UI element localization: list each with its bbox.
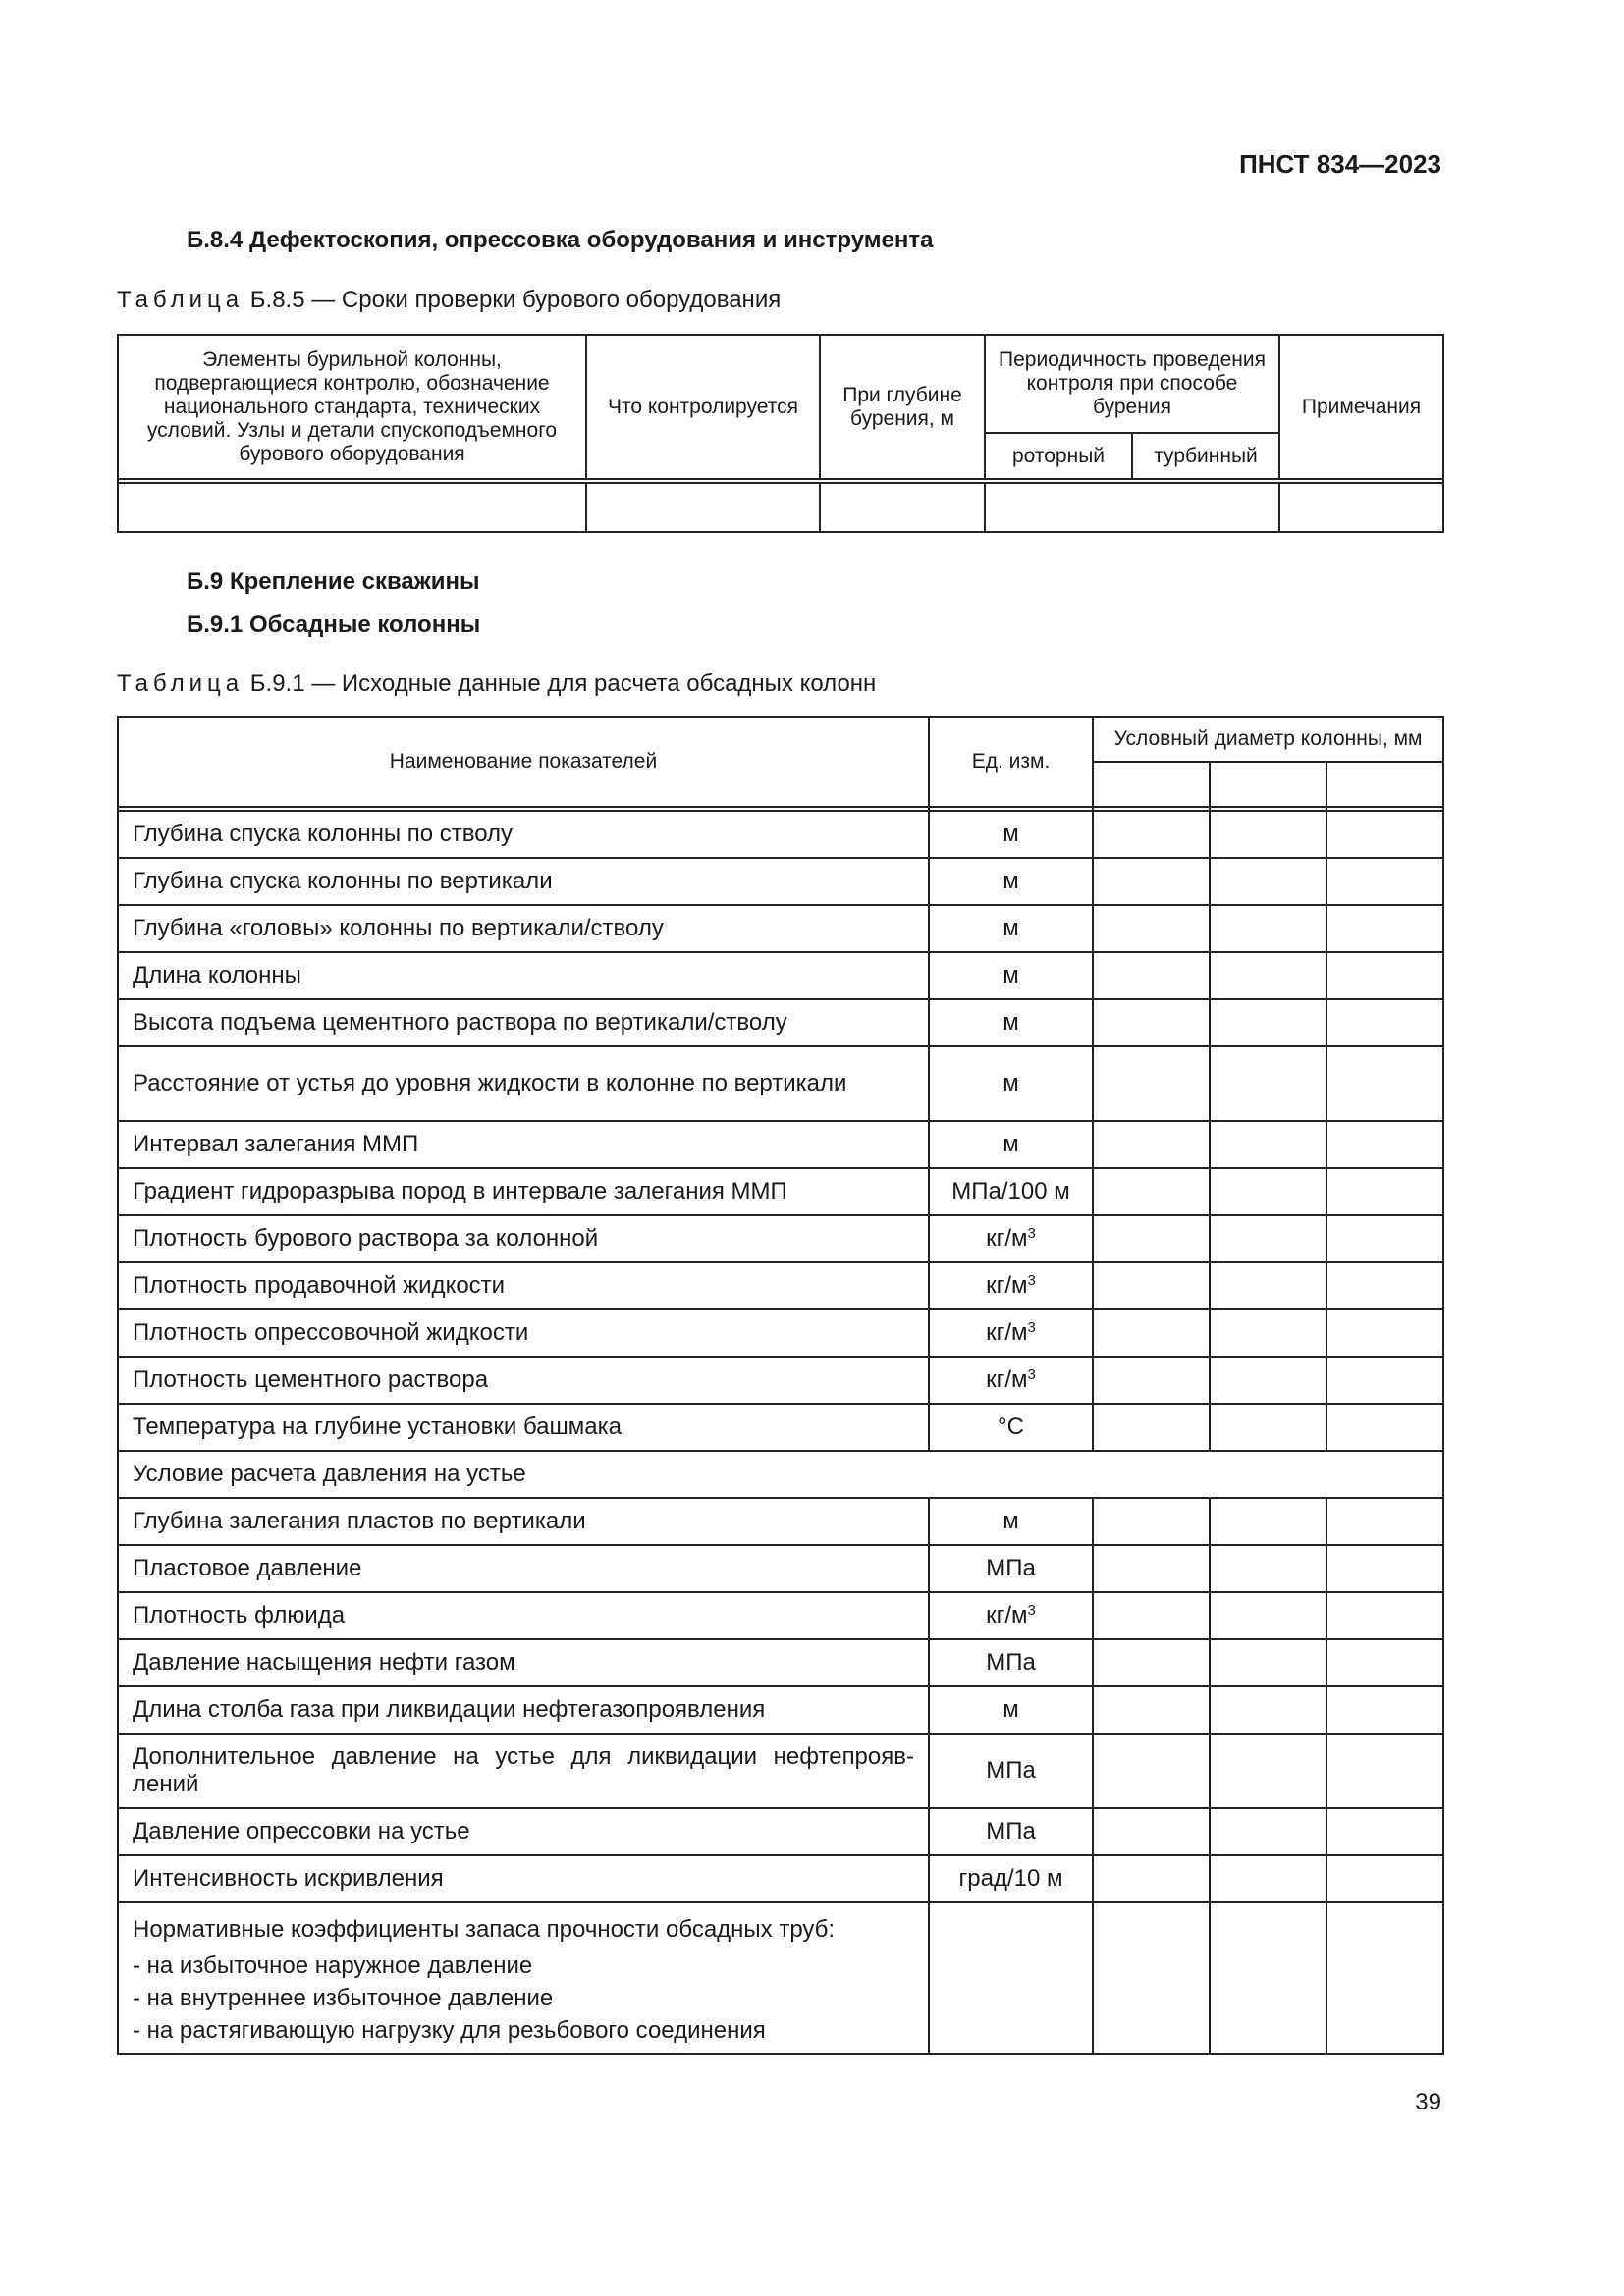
diameter-value-cell xyxy=(1326,999,1443,1046)
diameter-value-cell xyxy=(1326,1357,1443,1404)
diameter-value-cell xyxy=(1093,1592,1210,1639)
diameter-value-cell xyxy=(1210,1902,1326,2054)
table-row xyxy=(118,1404,1443,1451)
row-unit xyxy=(929,1545,1093,1592)
diameter-value-cell xyxy=(1093,1734,1210,1808)
unit-text: кг/м xyxy=(986,1225,1028,1252)
row-unit xyxy=(929,1046,1093,1121)
header-rotary: роторный xyxy=(985,433,1132,479)
diameter-value-cell xyxy=(1210,1309,1326,1357)
caption-prefix: Таблица xyxy=(117,287,244,313)
row-unit xyxy=(929,999,1093,1046)
diameter-value-cell xyxy=(1093,1357,1210,1404)
table-row xyxy=(118,1639,1443,1686)
header-diameter: Условный диаметр колонны, мм xyxy=(1093,717,1443,762)
header-notes: Примечания xyxy=(1279,335,1443,479)
table-caption-b91 xyxy=(117,670,876,698)
unit-text: м xyxy=(1002,1009,1019,1036)
row-unit xyxy=(929,1592,1093,1639)
row-name: Глубина спуска колонны по стволу xyxy=(118,811,929,858)
row-name: Расстояние от устья до уровня жидкости в колонне по вертикали xyxy=(118,1046,929,1121)
diameter-value-cell xyxy=(1210,1121,1326,1168)
unit-superscript: 3 xyxy=(1027,1272,1036,1289)
table-b91 xyxy=(117,716,1444,2055)
unit-superscript: 3 xyxy=(1027,1602,1036,1619)
table-row xyxy=(118,1855,1443,1902)
diameter-value-cell xyxy=(1093,858,1210,905)
row-name: Условие расчета давления на устье xyxy=(118,1451,1443,1498)
row-unit xyxy=(929,1902,1093,2054)
table-row xyxy=(118,1545,1443,1592)
unit-text: м xyxy=(1002,962,1019,988)
row-name: Длина колонны xyxy=(118,952,929,999)
section-heading-b9: Б.9 Крепление скважины xyxy=(187,568,480,595)
unit-text: м xyxy=(1002,915,1019,941)
row-name: Плотность бурового раствора за колонной xyxy=(118,1215,929,1262)
table-row xyxy=(118,1734,1443,1808)
header-periodicity: Периодичность проведения контроля при способе бурения xyxy=(985,335,1279,433)
header-elements: Элементы бурильной колонны, подвергающиеся контролю, обозначение национального стандарта, технических условий. Узлы и детали спускоподъемного бурового оборудования xyxy=(118,335,586,479)
table-row xyxy=(118,905,1443,952)
row-unit xyxy=(929,905,1093,952)
row-subitem: - на избыточное наружное давление xyxy=(133,1952,533,1979)
table-row xyxy=(118,1309,1443,1357)
table-row xyxy=(118,1121,1443,1168)
row-name: Интенсивность искривления xyxy=(118,1855,929,1902)
diameter-value-cell xyxy=(1210,999,1326,1046)
diameter-value-cell xyxy=(1093,1262,1210,1309)
unit-text: МПа xyxy=(986,1818,1036,1844)
unit-superscript: 3 xyxy=(1027,1225,1036,1242)
row-unit xyxy=(929,1686,1093,1734)
table-cell xyxy=(820,483,985,532)
unit-text: МПа xyxy=(986,1757,1036,1784)
row-name: Интервал залегания ММП xyxy=(118,1121,929,1168)
diameter-value-cell xyxy=(1093,1545,1210,1592)
row-unit xyxy=(929,1121,1093,1168)
diameter-value-cell xyxy=(1093,999,1210,1046)
diameter-value-cell xyxy=(1093,1639,1210,1686)
diameter-value-cell xyxy=(1093,905,1210,952)
diameter-value-cell xyxy=(1326,1639,1443,1686)
unit-superscript: 3 xyxy=(1027,1366,1036,1383)
table-row xyxy=(118,952,1443,999)
table-row xyxy=(118,1592,1443,1639)
unit-text: МПа xyxy=(986,1555,1036,1581)
row-unit xyxy=(929,811,1093,858)
row-title: Нормативные коэффициенты запаса прочности обсадных труб: xyxy=(133,1916,836,1943)
diameter-value-cell xyxy=(1326,1262,1443,1309)
row-name: Плотность флюида xyxy=(118,1592,929,1639)
table-row xyxy=(118,1498,1443,1545)
row-unit xyxy=(929,1808,1093,1855)
diameter-value-cell xyxy=(1210,1686,1326,1734)
row-unit xyxy=(929,1639,1093,1686)
header-name: Наименование показателей xyxy=(118,717,929,807)
diameter-value-cell xyxy=(1210,1855,1326,1902)
row-unit xyxy=(929,1309,1093,1357)
unit-text: м xyxy=(1002,1070,1019,1096)
caption-text: Б.9.1 — Исходные данные для расчета обсадных колонн xyxy=(249,670,877,697)
row-name xyxy=(118,1902,929,2054)
row-unit xyxy=(929,1262,1093,1309)
diameter-value-cell xyxy=(1093,1168,1210,1215)
table-row xyxy=(118,811,1443,858)
diameter-value-cell xyxy=(1210,952,1326,999)
diameter-value-cell xyxy=(1210,1639,1326,1686)
header-diameter-1 xyxy=(1093,762,1210,807)
diameter-value-cell xyxy=(1326,1545,1443,1592)
table-cell xyxy=(1279,483,1443,532)
row-name: Давление опрессовки на устье xyxy=(118,1808,929,1855)
row-name: Глубина залегания пластов по вертикали xyxy=(118,1498,929,1545)
diameter-value-cell xyxy=(1326,1046,1443,1121)
row-name: Пластовое давление xyxy=(118,1545,929,1592)
diameter-value-cell xyxy=(1326,1215,1443,1262)
diameter-value-cell xyxy=(1210,858,1326,905)
row-name: Градиент гидроразрыва пород в интервале залегания ММП xyxy=(118,1168,929,1215)
row-name: Высота подъема цементного раствора по вертикали/стволу xyxy=(118,999,929,1046)
diameter-value-cell xyxy=(1093,1309,1210,1357)
diameter-value-cell xyxy=(1326,1855,1443,1902)
diameter-value-cell xyxy=(1210,1262,1326,1309)
unit-superscript: 3 xyxy=(1027,1319,1036,1336)
diameter-value-cell xyxy=(1210,1215,1326,1262)
row-unit xyxy=(929,1357,1093,1404)
table-row xyxy=(118,483,1443,532)
row-name: Глубина спуска колонны по вертикали xyxy=(118,858,929,905)
row-name: Дополнительное давление на устье для ликвидации нефтепрояв-лений xyxy=(118,1734,929,1808)
row-name: Давление насыщения нефти газом xyxy=(118,1639,929,1686)
table-row xyxy=(118,858,1443,905)
row-unit xyxy=(929,952,1093,999)
unit-text: м xyxy=(1002,821,1019,847)
diameter-value-cell xyxy=(1326,952,1443,999)
diameter-value-cell xyxy=(1326,1309,1443,1357)
diameter-value-cell xyxy=(1326,1902,1443,2054)
diameter-value-cell xyxy=(1326,905,1443,952)
caption-prefix: Таблица xyxy=(117,670,244,697)
row-subitem: - на внутреннее избыточное давление xyxy=(133,1985,554,2011)
unit-text: МПа/100 м xyxy=(951,1178,1070,1204)
row-unit xyxy=(929,1215,1093,1262)
diameter-value-cell xyxy=(1093,1215,1210,1262)
unit-text: МПа xyxy=(986,1649,1036,1676)
diameter-value-cell xyxy=(1210,1734,1326,1808)
unit-text: кг/м xyxy=(986,1602,1028,1629)
diameter-value-cell xyxy=(1326,1168,1443,1215)
table-row xyxy=(118,1808,1443,1855)
section-heading-b91: Б.9.1 Обсадные колонны xyxy=(187,612,481,638)
row-unit xyxy=(929,1168,1093,1215)
table-cell xyxy=(586,483,820,532)
unit-text: кг/м xyxy=(986,1319,1028,1346)
unit-text: м xyxy=(1002,1131,1019,1157)
unit-text: кг/м xyxy=(986,1366,1028,1393)
diameter-value-cell xyxy=(1093,1902,1210,2054)
table-cell xyxy=(118,483,586,532)
diameter-value-cell xyxy=(1326,1734,1443,1808)
unit-text: °С xyxy=(998,1414,1024,1440)
table-row xyxy=(118,1046,1443,1121)
diameter-value-cell xyxy=(1093,1404,1210,1451)
diameter-value-cell xyxy=(1210,905,1326,952)
table-row xyxy=(118,999,1443,1046)
row-name: Глубина «головы» колонны по вертикали/стволу xyxy=(118,905,929,952)
diameter-value-cell xyxy=(1326,1121,1443,1168)
diameter-value-cell xyxy=(1093,1686,1210,1734)
diameter-value-cell xyxy=(1326,1498,1443,1545)
row-name: Плотность цементного раствора xyxy=(118,1357,929,1404)
diameter-value-cell xyxy=(1093,811,1210,858)
diameter-value-cell xyxy=(1210,1357,1326,1404)
diameter-value-cell xyxy=(1210,1808,1326,1855)
row-unit xyxy=(929,1855,1093,1902)
table-row xyxy=(118,1357,1443,1404)
table-row xyxy=(118,1686,1443,1734)
diameter-value-cell xyxy=(1210,1168,1326,1215)
diameter-value-cell xyxy=(1326,1808,1443,1855)
unit-text: м xyxy=(1002,1508,1019,1534)
diameter-value-cell xyxy=(1093,1498,1210,1545)
table-row xyxy=(118,1902,1443,2054)
section-heading-b84: Б.8.4 Дефектоскопия, опрессовка оборудования и инструмента xyxy=(187,227,934,253)
diameter-value-cell xyxy=(1326,858,1443,905)
header-unit: Ед. изм. xyxy=(929,717,1093,807)
row-name: Плотность продавочной жидкости xyxy=(118,1262,929,1309)
caption-text: Б.8.5 — Сроки проверки бурового оборудования xyxy=(249,287,782,313)
table-b85 xyxy=(117,334,1444,533)
table-row xyxy=(118,1215,1443,1262)
unit-text: м xyxy=(1002,868,1019,894)
diameter-value-cell xyxy=(1210,1404,1326,1451)
row-name: Длина столба газа при ликвидации нефтегазопроявления xyxy=(118,1686,929,1734)
diameter-value-cell xyxy=(1326,1592,1443,1639)
row-name: Температура на глубине установки башмака xyxy=(118,1404,929,1451)
row-name: Плотность опрессовочной жидкости xyxy=(118,1309,929,1357)
table-cell xyxy=(985,483,1279,532)
header-diameter-3 xyxy=(1326,762,1443,807)
page-number: 39 xyxy=(1415,2089,1441,2115)
diameter-value-cell xyxy=(1093,952,1210,999)
row-subitem: - на растягивающую нагрузку для резьбового соединения xyxy=(133,2017,766,2044)
diameter-value-cell xyxy=(1210,811,1326,858)
header-turbine: турбинный xyxy=(1132,433,1279,479)
table-row xyxy=(118,1262,1443,1309)
diameter-value-cell xyxy=(1210,1498,1326,1545)
diameter-value-cell xyxy=(1326,1404,1443,1451)
row-unit xyxy=(929,1734,1093,1808)
diameter-value-cell xyxy=(1326,1686,1443,1734)
header-what: Что контролируется xyxy=(586,335,820,479)
diameter-value-cell xyxy=(1210,1592,1326,1639)
unit-text: кг/м xyxy=(986,1272,1028,1299)
diameter-value-cell xyxy=(1093,1808,1210,1855)
row-unit xyxy=(929,858,1093,905)
diameter-value-cell xyxy=(1093,1046,1210,1121)
diameter-value-cell xyxy=(1210,1046,1326,1121)
header-depth: При глубине бурения, м xyxy=(820,335,985,479)
document-code: ПНСТ 834—2023 xyxy=(1239,149,1441,179)
diameter-value-cell xyxy=(1093,1855,1210,1902)
table-row xyxy=(118,1168,1443,1215)
unit-text: м xyxy=(1002,1696,1019,1723)
header-diameter-2 xyxy=(1210,762,1326,807)
table-row xyxy=(118,1451,1443,1498)
row-unit xyxy=(929,1404,1093,1451)
table-caption-b85 xyxy=(117,287,781,314)
diameter-value-cell xyxy=(1210,1545,1326,1592)
diameter-value-cell xyxy=(1093,1121,1210,1168)
diameter-value-cell xyxy=(1326,811,1443,858)
row-unit xyxy=(929,1498,1093,1545)
unit-text: град/10 м xyxy=(958,1865,1063,1892)
